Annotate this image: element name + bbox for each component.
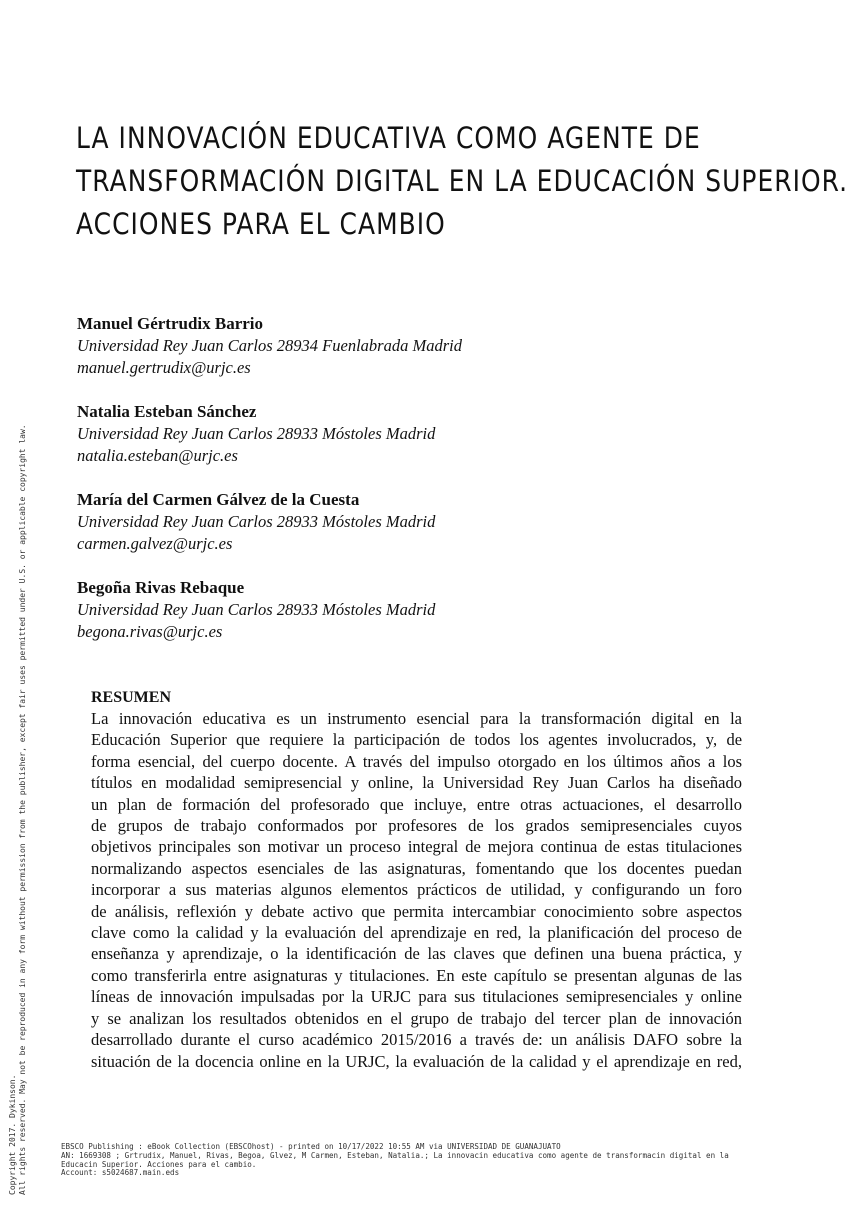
author-list xyxy=(77,312,797,664)
copyright-line: Copyright 2017. Dykinson. xyxy=(8,1074,17,1195)
abstract-line: incorporar a sus materias algunos elementos prácticos de utilidad, y configurando un foro xyxy=(91,880,742,900)
title-line: TRANSFORMACIÓN DIGITAL EN LA EDUCACIÓN SUPERIOR. xyxy=(76,164,849,198)
author-block xyxy=(77,400,797,488)
author-email[interactable]: natalia.esteban@urjc.es xyxy=(77,446,238,465)
abstract-line: forma esencial, del cuerpo docente. A través del impulso otorgado en los últimos años a los xyxy=(91,751,742,771)
abstract-line: de análisis, reflexión y debate activo que permita intercambiar conocimiento sobre aspectos xyxy=(91,901,742,921)
rights-line: All rights reserved. May not be reproduced in any form without permission from the publisher, except fair uses permitted under U.S. or applicable copyright law. xyxy=(18,424,27,1195)
ebsco-footer xyxy=(61,1143,841,1178)
paper-title xyxy=(76,117,849,246)
abstract-line: como transferirla entre asignaturas y titulaciones. En este capítulo se presentan algunas de las xyxy=(91,965,743,985)
author-affiliation: Universidad Rey Juan Carlos 28933 Móstoles Madrid xyxy=(77,424,436,443)
author-affiliation: Universidad Rey Juan Carlos 28933 Móstoles Madrid xyxy=(77,512,436,531)
abstract-line: líneas de innovación impulsadas por la URJC para sus titulaciones semipresenciales y online xyxy=(91,987,742,1007)
copyright-sidebar xyxy=(0,0,40,1209)
footer-line: Account: s5024687.main.eds xyxy=(61,1168,180,1178)
abstract-line: clave como la calidad y la evaluación del aprendizaje en red, la planificación del proceso de xyxy=(91,923,742,943)
abstract-line: normalizando aspectos esenciales de las asignaturas, fomentando que los docentes puedan xyxy=(91,858,742,878)
author-block xyxy=(77,312,797,400)
abstract-section xyxy=(91,687,742,1072)
author-email[interactable]: carmen.galvez@urjc.es xyxy=(77,534,233,553)
author-block xyxy=(77,576,797,664)
abstract-line: títulos en modalidad semipresencial y online, la Universidad Rey Juan Carlos ha diseñado xyxy=(91,773,742,793)
abstract-line: un plan de formación del profesorado que incluye, entre otras actuaciones, el desarrollo xyxy=(91,794,742,814)
title-line: LA INNOVACIÓN EDUCATIVA COMO AGENTE DE xyxy=(76,121,701,155)
abstract-line: de grupos de trabajo conformados por profesores de los grados semipresenciales cuyos xyxy=(91,816,742,836)
author-email[interactable]: manuel.gertrudix@urjc.es xyxy=(77,358,251,377)
author-name: Manuel Gértrudix Barrio xyxy=(77,314,264,333)
footer-line: AN: 1669308 ; Grtrudix, Manuel, Rivas, Begoa, Glvez, M Carmen, Esteban, Natalia.; La innovacin educativa como agente de transformacin digital en la xyxy=(61,1150,729,1160)
footer-line: EBSCO Publishing : eBook Collection (EBSCOhost) - printed on 10/17/2022 10:55 AM via UNIVERSIDAD DE GUANAJUATO xyxy=(61,1142,561,1151)
abstract-line: La innovación educativa es un instrumento esencial para la transformación digital en la xyxy=(91,709,742,728)
abstract-line: desarrollado durante el curso académico 2015/2016 a través de: un análisis DAFO sobre la xyxy=(91,1030,742,1050)
author-name: Natalia Esteban Sánchez xyxy=(77,402,257,421)
abstract-line: situación de la docencia online en la URJC, la evaluación de la calidad y el aprendizaje en red, xyxy=(91,1051,742,1071)
footer-line: Educacin Superior. Acciones para el cambio. xyxy=(61,1159,257,1169)
abstract-line: y se analizan los resultados obtenidos en el grupo de trabajo del tercer plan de innovación xyxy=(91,1008,743,1028)
abstract-body xyxy=(91,708,742,1072)
abstract-line: Educación Superior que requiere la participación de todos los agentes involucrados, y, de xyxy=(91,730,743,750)
title-line: ACCIONES PARA EL CAMBIO xyxy=(76,207,446,241)
abstract-line: objetivos principales son motivar un proceso integral de mejora continua de estas titulaciones xyxy=(91,837,742,857)
author-affiliation: Universidad Rey Juan Carlos 28933 Móstoles Madrid xyxy=(77,600,436,619)
abstract-line: enseñanza y aprendizaje, o la identificación de las claves que definen una buena práctica, y xyxy=(91,944,743,964)
author-affiliation: Universidad Rey Juan Carlos 28934 Fuenlabrada Madrid xyxy=(77,336,462,355)
author-name: Begoña Rivas Rebaque xyxy=(77,578,245,597)
author-email[interactable]: begona.rivas@urjc.es xyxy=(77,622,223,641)
abstract-heading: RESUMEN xyxy=(91,689,172,706)
author-block xyxy=(77,488,797,576)
author-name: María del Carmen Gálvez de la Cuesta xyxy=(77,490,360,509)
